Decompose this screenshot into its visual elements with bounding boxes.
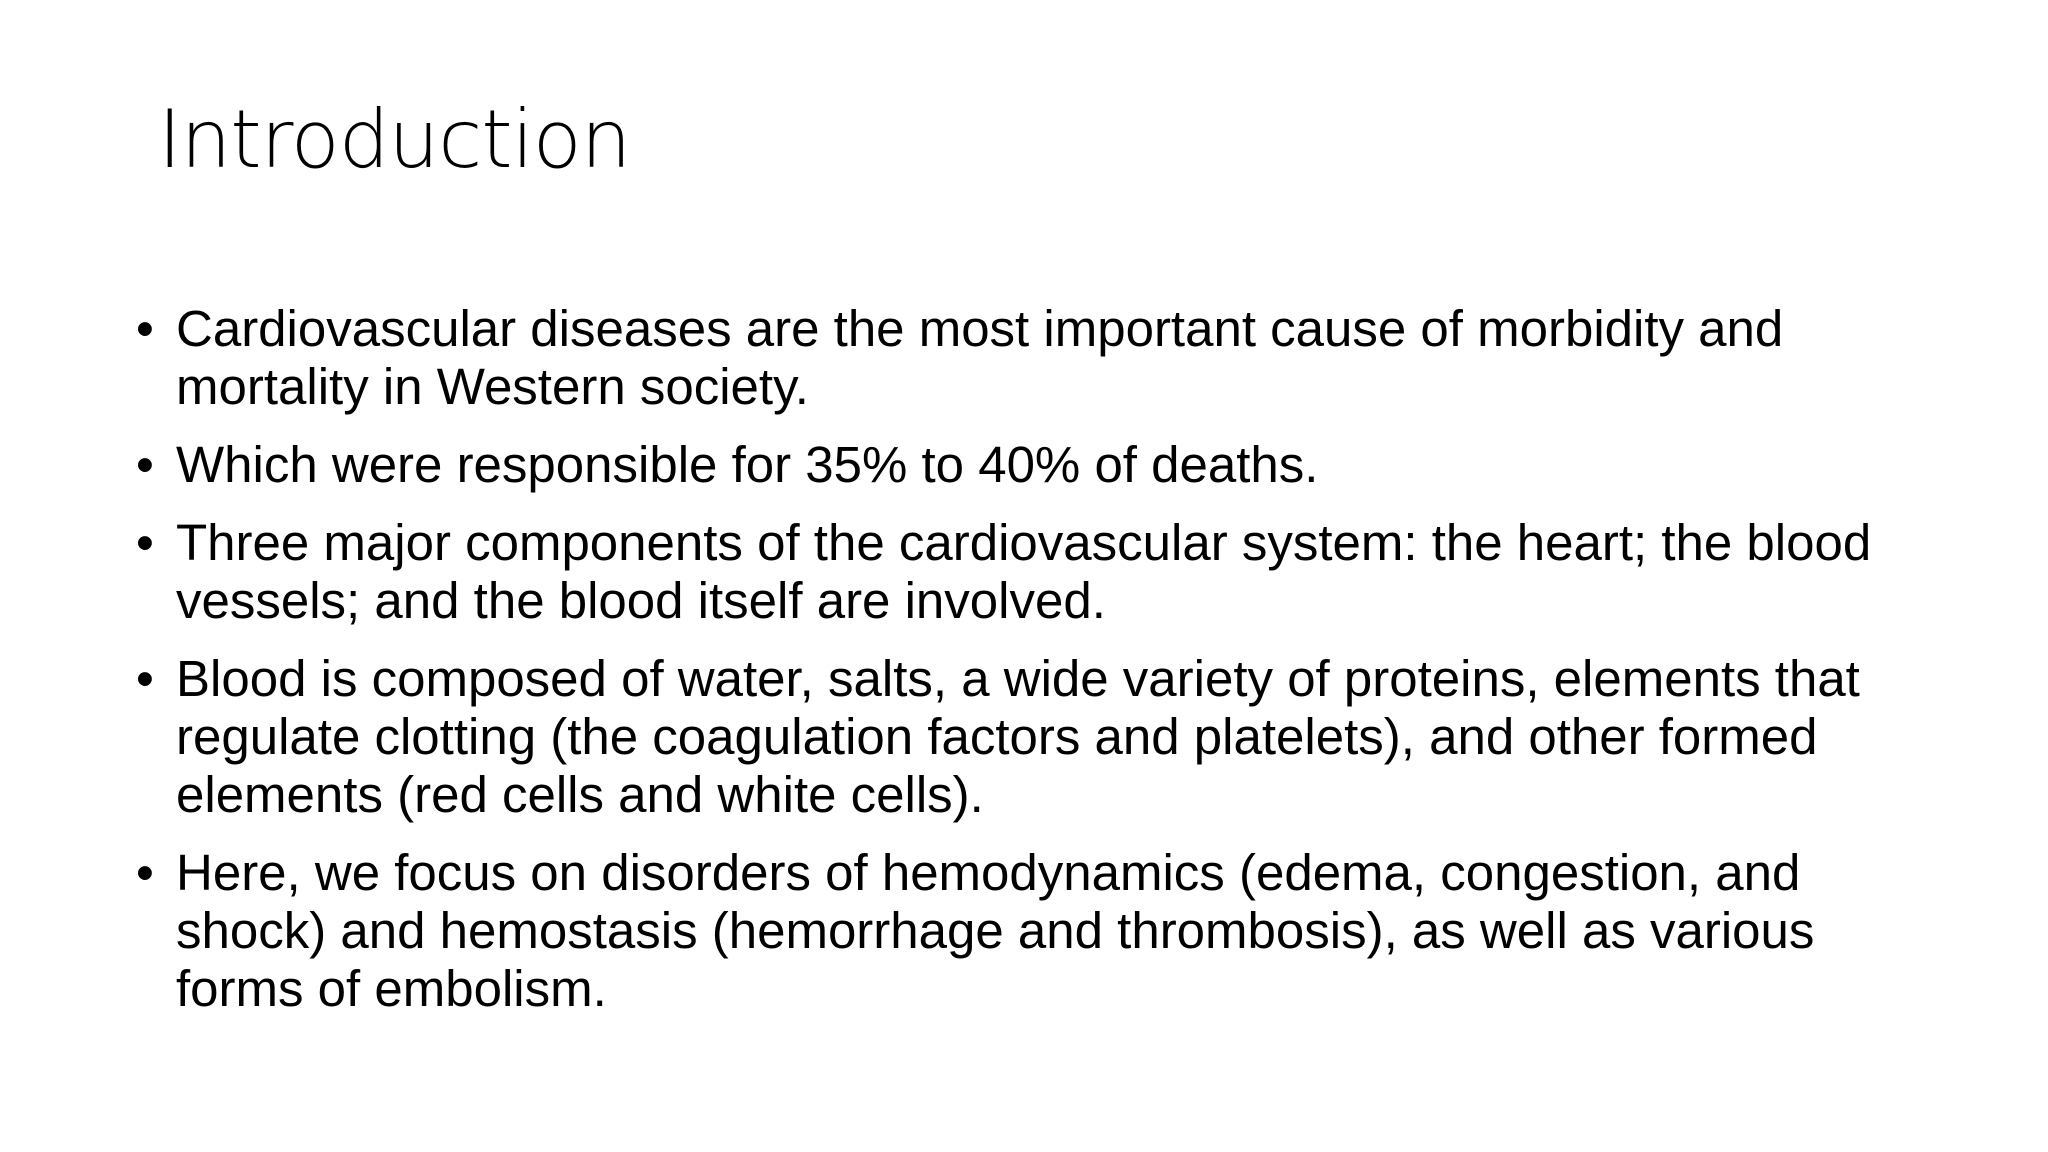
bullet-text-1: Cardiovascular diseases are the most important cause of morbidity and mortality in Western society. xyxy=(176,300,1784,415)
bullet-dot-icon: • xyxy=(136,844,154,901)
bullet-dot-icon: • xyxy=(136,436,154,493)
bullet-list xyxy=(130,300,1950,1038)
bullet-text-3: Three major components of the cardiovascular system: the heart; the blood vessels; and the blood itself are involved. xyxy=(176,514,1872,629)
bullet-text-2: Which were responsible for 35% to 40% of deaths. xyxy=(176,436,1319,493)
bullet-dot-icon: • xyxy=(136,650,154,707)
bullet-item-5 xyxy=(130,844,1950,1018)
bullet-text-5: Here, we focus on disorders of hemodynamics (edema, congestion, and shock) and hemostasis (hemorrhage and thrombosis), as well as various forms of embolism. xyxy=(176,844,1815,1017)
bullet-text-4: Blood is composed of water, salts, a wide variety of proteins, elements that regulate clotting (the coagulation factors and platelets), and other formed elements (red cells and white cells). xyxy=(176,650,1860,823)
slide-title: Introduction xyxy=(158,93,631,186)
bullet-item-4 xyxy=(130,650,1950,824)
bullet-item-2 xyxy=(130,436,1950,494)
bullet-item-1 xyxy=(130,300,1950,416)
bullet-dot-icon: • xyxy=(136,300,154,357)
bullet-dot-icon: • xyxy=(136,514,154,571)
bullet-item-3 xyxy=(130,514,1950,630)
